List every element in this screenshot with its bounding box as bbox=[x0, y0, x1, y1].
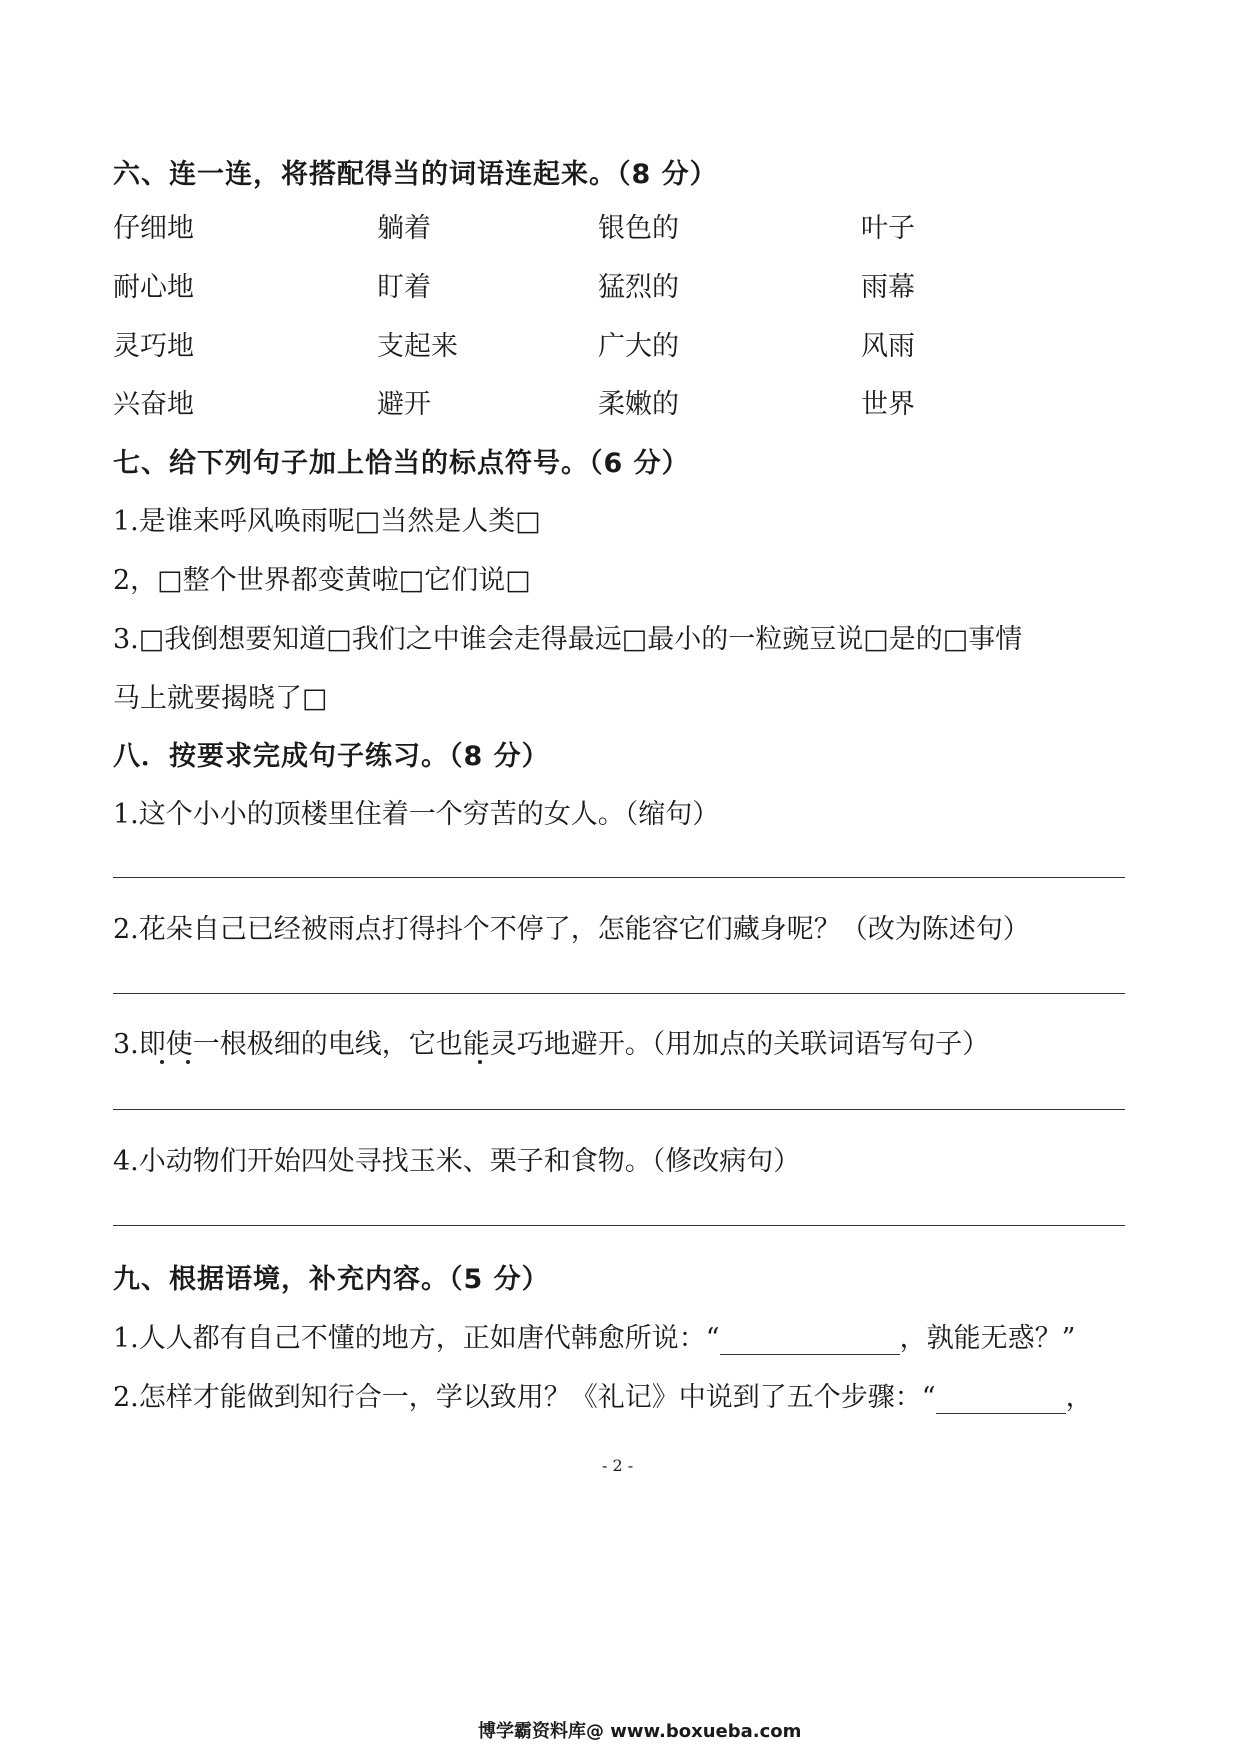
sentence-exercise-1: 1.这个小小的顶楼里住着一个穷苦的女人。（缩句） bbox=[113, 799, 720, 830]
word-col3-1: 银色的 bbox=[598, 213, 679, 244]
fill-question-1 bbox=[113, 1316, 1075, 1355]
punctuation-question-2: 2，□整个世界都变黄啦□它们说□ bbox=[113, 565, 531, 596]
fill-blank-1[interactable] bbox=[720, 1328, 900, 1355]
punctuation-question-3-line-2: 马上就要揭晓了□ bbox=[113, 683, 328, 714]
fill-blank-2[interactable] bbox=[936, 1387, 1066, 1414]
word-col2-3: 支起来 bbox=[377, 331, 458, 362]
section-6-title: 六、连一连，将搭配得当的词语连起来。（8 分） bbox=[113, 159, 718, 190]
word-col4-1: 叶子 bbox=[861, 213, 915, 244]
punctuation-question-3-line-1: 3.□我倒想要知道□我们之中谁会走得最远□最小的一粒豌豆说□是的□事情 bbox=[113, 624, 1023, 655]
word-col2-1: 躺着 bbox=[377, 213, 431, 244]
sentence-exercise-3: 3.即使一根极细的电线，它也能灵巧地避开。（用加点的关联词语写句子） bbox=[113, 1029, 990, 1060]
fill-question-1-end: ，孰能无惑？” bbox=[899, 1323, 1076, 1354]
fill-question-2-end: ， bbox=[1065, 1382, 1093, 1413]
emphasis-dot bbox=[160, 1060, 164, 1064]
emphasis-dot bbox=[478, 1060, 482, 1064]
fill-question-2 bbox=[113, 1375, 1093, 1414]
answer-line-2[interactable] bbox=[113, 993, 1125, 994]
section-8-title: 八．按要求完成句子练习。（8 分） bbox=[113, 741, 550, 772]
word-col4-3: 风雨 bbox=[861, 331, 915, 362]
word-col3-2: 猛烈的 bbox=[598, 272, 679, 303]
answer-line-3[interactable] bbox=[113, 1109, 1125, 1110]
answer-line-4[interactable] bbox=[113, 1225, 1125, 1226]
word-col3-3: 广大的 bbox=[598, 331, 679, 362]
sentence-exercise-2: 2.花朵自己已经被雨点打得抖个不停了，怎能容它们藏身呢？（改为陈述句） bbox=[113, 914, 1030, 945]
section-9-title: 九、根据语境，补充内容。（5 分） bbox=[113, 1264, 550, 1295]
emphasis-dot bbox=[186, 1060, 190, 1064]
fill-question-1-text: 1.人人都有自己不懂的地方，正如唐代韩愈所说：“ bbox=[113, 1323, 720, 1354]
word-col2-4: 避开 bbox=[377, 389, 431, 420]
sentence-exercise-4: 4.小动物们开始四处寻找玉米、栗子和食物。（修改病句） bbox=[113, 1146, 801, 1177]
word-col4-2: 雨幕 bbox=[861, 272, 915, 303]
fill-question-2-text: 2.怎样才能做到知行合一，学以致用？《礼记》中说到了五个步骤：“ bbox=[113, 1382, 936, 1413]
page-number: - 2 - bbox=[602, 1456, 634, 1475]
word-col1-3: 灵巧地 bbox=[113, 331, 194, 362]
word-col1-4: 兴奋地 bbox=[113, 389, 194, 420]
punctuation-question-1: 1.是谁来呼风唤雨呢□当然是人类□ bbox=[113, 506, 541, 537]
word-col3-4: 柔嫩的 bbox=[598, 389, 679, 420]
answer-line-1[interactable] bbox=[113, 877, 1125, 878]
word-col1-1: 仔细地 bbox=[113, 213, 194, 244]
word-col4-4: 世界 bbox=[861, 389, 915, 420]
word-col2-2: 盯着 bbox=[377, 272, 431, 303]
footer-watermark: 博学霸资料库@ www.boxueba.com bbox=[478, 1721, 802, 1742]
word-col1-2: 耐心地 bbox=[113, 272, 194, 303]
section-7-title: 七、给下列句子加上恰当的标点符号。（6 分） bbox=[113, 448, 690, 479]
